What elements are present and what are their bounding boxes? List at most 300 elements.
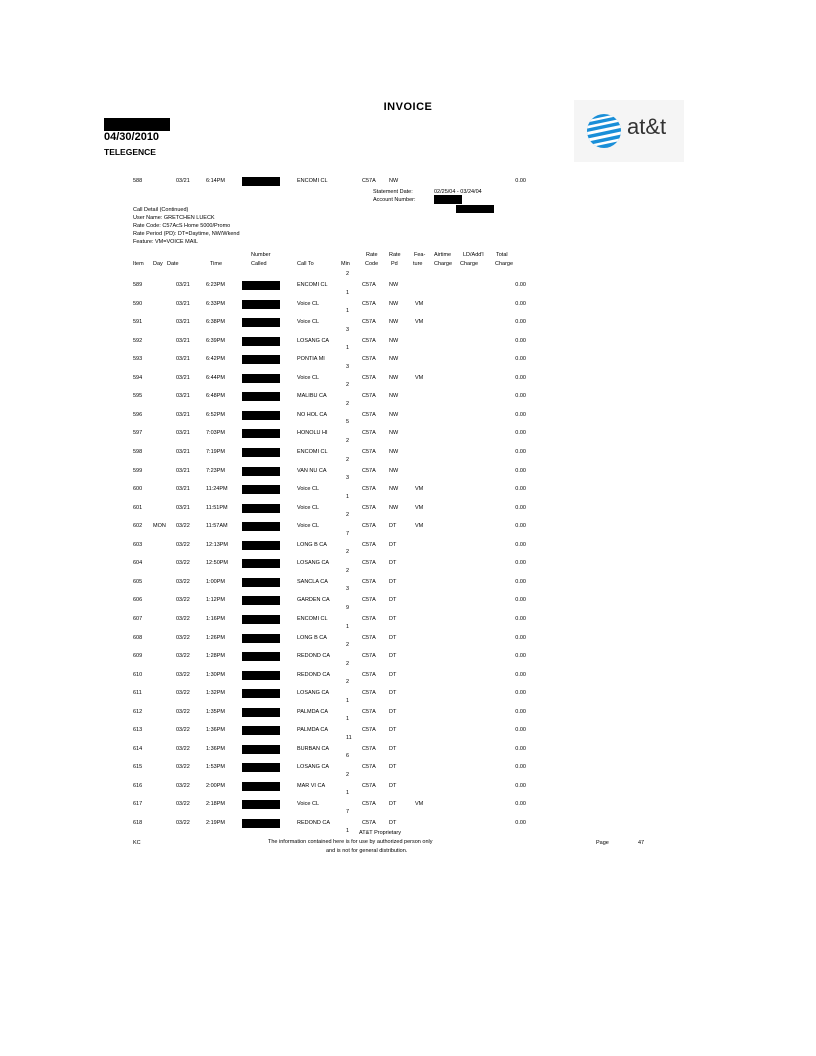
total-charge: 0.00 [515, 411, 526, 418]
col-time: Time [210, 261, 223, 267]
call-minutes: 2 [346, 679, 350, 686]
call-to: LOSANG CA [297, 764, 330, 771]
total-charge: 0.00 [515, 745, 526, 752]
call-to: LOSANG CA [297, 690, 330, 697]
redacted-number [242, 745, 280, 754]
redacted-number [242, 411, 280, 420]
table-row [0, 672, 816, 679]
user-name-line: User Name: GRETCHEN LUECK [133, 215, 215, 221]
call-date: 03/22 [176, 764, 190, 771]
col-number-called-1: Number [251, 252, 271, 258]
rate-period: DT [389, 541, 397, 548]
item-number: 606 [133, 597, 143, 604]
rate-period: NW [389, 374, 399, 381]
col-feature-2: ture [413, 261, 423, 267]
item-number: 591 [133, 319, 143, 326]
call-date: 03/21 [176, 178, 190, 184]
call-to: LOSANG CA [297, 337, 330, 344]
call-time: 1:53PM [206, 764, 225, 771]
rate-code: C57A [362, 727, 376, 734]
rate-period: NW [389, 467, 399, 474]
item-number: 599 [133, 467, 143, 474]
rate-period: DT [389, 560, 397, 567]
item-number: 618 [133, 820, 143, 826]
call-to: Voice CL [297, 300, 320, 307]
call-time: 1:12PM [206, 597, 225, 604]
call-time: 7:03PM [206, 430, 225, 437]
redacted-number [242, 467, 280, 476]
call-minutes: 1 [346, 697, 350, 704]
table-row [0, 690, 816, 697]
call-minutes: 3 [346, 475, 350, 482]
call-to: Voice CL [297, 523, 320, 530]
call-to: LONG B CA [297, 634, 327, 641]
call-date: 03/22 [176, 615, 190, 622]
total-charge: 0.00 [515, 578, 526, 585]
rate-period: NW [389, 178, 399, 184]
item-number: 608 [133, 634, 143, 641]
table-row [0, 178, 816, 185]
redacted-number [242, 374, 280, 383]
col-day: Day [153, 261, 163, 267]
table-row [0, 783, 816, 790]
redacted-number [242, 559, 280, 568]
rate-code: C57A [362, 300, 376, 307]
footer-notice-2: and is not for general distribution. [326, 848, 408, 854]
statement-date-range: 02/25/04 - 03/24/04 [434, 189, 482, 195]
rate-period: NW [389, 449, 399, 455]
col-ldadd-1: LD/Add'l [463, 252, 484, 258]
rate-code: C57A [362, 430, 376, 437]
col-rate-pd-2: Pd [391, 261, 398, 267]
feature: VM [415, 374, 424, 381]
call-time: 1:30PM [206, 671, 225, 678]
col-call-to: Call To [297, 261, 314, 267]
col-rate-code-1: Rate [366, 252, 378, 258]
rate-code: C57A [362, 504, 376, 511]
call-to: MAR VI CA [297, 782, 326, 789]
total-charge: 0.00 [515, 634, 526, 641]
call-date: 03/22 [176, 634, 190, 641]
call-to: LONG B CA [297, 541, 327, 548]
call-to: Voice CL [297, 319, 320, 326]
call-minutes: 2 [346, 642, 350, 648]
total-charge: 0.00 [515, 467, 526, 474]
logo-wordmark: at&t [627, 114, 667, 139]
rate-code: C57A [362, 449, 376, 455]
rate-code: C57A [362, 615, 376, 622]
call-date: 03/21 [176, 337, 190, 344]
total-charge: 0.00 [515, 393, 526, 400]
call-time: 6:38PM [206, 319, 225, 326]
call-minutes: 2 [346, 271, 350, 277]
call-date: 03/22 [176, 801, 190, 808]
call-time: 6:14PM [206, 178, 225, 184]
call-minutes: 3 [346, 586, 350, 593]
call-time: 1:36PM [206, 745, 225, 752]
call-minutes: 9 [346, 604, 350, 611]
call-to: REDOND CA [297, 653, 331, 659]
table-row [0, 597, 816, 604]
item-number: 589 [133, 282, 143, 288]
total-charge: 0.00 [515, 597, 526, 604]
table-row [0, 746, 816, 753]
call-to: Voice CL [297, 374, 320, 381]
item-number: 607 [133, 615, 143, 622]
call-date: 03/22 [176, 727, 190, 734]
total-charge: 0.00 [515, 504, 526, 511]
rate-code: C57A [362, 356, 376, 363]
table-row [0, 449, 816, 456]
table-row [0, 709, 816, 716]
rate-period: DT [389, 634, 397, 641]
redacted-number [242, 615, 280, 624]
item-number: 596 [133, 411, 143, 418]
col-airtime-2: Charge [434, 261, 453, 267]
rate-period: DT [389, 597, 397, 604]
call-to: ENCOMI CL [297, 282, 328, 288]
rate-code: C57A [362, 578, 376, 585]
rate-period: DT [389, 653, 397, 659]
call-date: 03/21 [176, 467, 190, 474]
table-row [0, 412, 816, 419]
footer-initials: KC [133, 840, 141, 846]
item-number: 605 [133, 578, 143, 585]
col-airtime-1: Airtime [434, 252, 452, 258]
call-date: 03/22 [176, 541, 190, 548]
redacted-block [104, 118, 170, 131]
redacted-number [242, 763, 280, 772]
rate-code: C57A [362, 411, 376, 418]
call-time: 1:16PM [206, 615, 225, 622]
rate-period-line: Rate Period (PD): DT=Daytime, NW/Wkend [133, 231, 240, 237]
rate-code: C57A [362, 560, 376, 567]
call-to: GARDEN CA [297, 597, 330, 604]
call-time: 1:26PM [206, 634, 225, 641]
redacted-number [242, 726, 280, 735]
call-time: 6:39PM [206, 337, 225, 344]
call-to: NO HOL CA [297, 411, 328, 418]
feature: VM [415, 319, 424, 326]
rate-code: C57A [362, 634, 376, 641]
call-minutes: 7 [346, 530, 350, 537]
col-min: Min [341, 261, 350, 267]
total-charge: 0.00 [515, 300, 526, 307]
redacted-number [242, 819, 280, 828]
call-date: 03/22 [176, 671, 190, 678]
col-total-2: Charge [495, 261, 514, 267]
redacted-number [242, 541, 280, 550]
total-charge: 0.00 [515, 356, 526, 363]
call-date: 03/21 [176, 393, 190, 400]
rate-period: DT [389, 690, 397, 697]
rate-code: C57A [362, 690, 376, 697]
table-row [0, 579, 816, 586]
call-date: 03/22 [176, 820, 190, 826]
call-to: LOSANG CA [297, 560, 330, 567]
call-to: Voice CL [297, 504, 320, 511]
call-time: 12:13PM [206, 541, 229, 548]
col-total-1: Total [496, 252, 508, 258]
rate-period: NW [389, 319, 399, 326]
total-charge: 0.00 [515, 820, 526, 826]
col-rate-pd-1: Rate [389, 252, 401, 258]
call-minutes: 5 [346, 419, 350, 426]
table-row [0, 338, 816, 345]
call-minutes: 1 [346, 308, 350, 315]
item-number: 595 [133, 393, 143, 400]
call-minutes: 6 [346, 753, 350, 760]
total-charge: 0.00 [515, 374, 526, 381]
page-title: INVOICE [383, 101, 433, 113]
total-charge: 0.00 [515, 764, 526, 771]
footer-notice-1: The information contained here is for use by authorized person only [268, 839, 433, 845]
redacted-number [242, 782, 280, 791]
call-minutes: 2 [346, 456, 350, 463]
call-time: 2:18PM [206, 801, 225, 808]
call-to: HONOLU HI [297, 430, 328, 437]
call-time: 12:50PM [206, 560, 229, 567]
rate-code: C57A [362, 782, 376, 789]
table-row [0, 616, 816, 623]
table-row [0, 319, 816, 326]
rate-code: C57A [362, 337, 376, 344]
item-number: 604 [133, 560, 143, 567]
redacted-number [242, 355, 280, 364]
call-time: 1:32PM [206, 690, 225, 697]
call-minutes: 2 [346, 567, 350, 574]
call-minutes: 1 [346, 289, 350, 296]
call-to: MALIBU CA [297, 393, 327, 400]
redacted-number [242, 689, 280, 698]
col-date: Date [167, 261, 179, 267]
total-charge: 0.00 [515, 541, 526, 548]
invoice-date: 04/30/2010 [104, 131, 160, 143]
total-charge: 0.00 [515, 337, 526, 344]
rate-period: NW [389, 393, 399, 400]
item-number: 617 [133, 801, 143, 808]
call-time: 2:00PM [206, 782, 225, 789]
redacted-number [242, 485, 280, 494]
redacted-number [242, 300, 280, 309]
call-time: 1:00PM [206, 578, 225, 585]
call-to: Voice CL [297, 801, 320, 808]
call-time: 1:36PM [206, 727, 225, 734]
col-feature-1: Fea- [414, 252, 426, 258]
redacted-number [242, 429, 280, 438]
rate-code: C57A [362, 745, 376, 752]
rate-code: C57A [362, 282, 376, 288]
call-time: 6:33PM [206, 300, 225, 307]
rate-code-line: Rate Code: C57AcS Home 5000/Promo [133, 223, 231, 229]
att-globe-icon [586, 113, 622, 149]
redacted-number [242, 522, 280, 531]
rate-period: NW [389, 282, 399, 288]
feature: VM [415, 504, 424, 511]
call-to: REDOND CA [297, 671, 331, 678]
table-row [0, 356, 816, 363]
feature: VM [415, 300, 424, 307]
call-date: 03/22 [176, 597, 190, 604]
item-number: 612 [133, 708, 143, 715]
redacted-number [242, 337, 280, 346]
call-minutes: 2 [346, 438, 350, 444]
table-row [0, 282, 816, 289]
redacted-number [242, 800, 280, 809]
call-minutes: 7 [346, 809, 350, 815]
rate-period: DT [389, 745, 397, 752]
call-time: 1:35PM [206, 708, 225, 715]
item-number: 611 [133, 690, 142, 697]
total-charge: 0.00 [515, 319, 526, 326]
call-date: 03/21 [176, 300, 190, 307]
table-row [0, 375, 816, 382]
rate-period: NW [389, 300, 399, 307]
footer-page-label: Page [596, 840, 609, 846]
rate-period: NW [389, 504, 399, 511]
call-time: 11:24PM [206, 486, 228, 493]
total-charge: 0.00 [515, 690, 526, 697]
redacted-number [242, 318, 280, 327]
call-minutes: 1 [346, 716, 350, 723]
att-logo [574, 100, 684, 162]
redacted-number [242, 281, 280, 290]
call-minutes: 11 [346, 734, 352, 741]
call-to: VAN NU CA [297, 467, 327, 474]
item-number: 610 [133, 671, 143, 678]
table-row [0, 560, 816, 567]
call-date: 03/22 [176, 782, 190, 789]
call-date: 03/21 [176, 430, 190, 437]
call-date: 03/22 [176, 690, 190, 697]
redacted-account-2 [456, 205, 494, 213]
rate-code: C57A [362, 541, 376, 548]
statement-date-label: Statement Date: [373, 189, 413, 195]
rate-period: NW [389, 486, 399, 493]
rate-code: C57A [362, 178, 376, 184]
table-row [0, 727, 816, 734]
redacted-number [242, 177, 280, 186]
call-minutes: 1 [346, 345, 350, 352]
call-minutes: 3 [346, 326, 350, 333]
total-charge: 0.00 [515, 708, 526, 715]
rate-code: C57A [362, 801, 376, 808]
item-number: 603 [133, 541, 143, 548]
call-time: 6:23PM [206, 282, 225, 288]
footer-page-number: 47 [638, 840, 645, 846]
call-time: 6:42PM [206, 356, 225, 363]
total-charge: 0.00 [515, 727, 526, 734]
redacted-number [242, 504, 280, 513]
total-charge: 0.00 [515, 486, 526, 493]
call-time: 6:52PM [206, 411, 225, 418]
call-time: 7:23PM [206, 467, 225, 474]
call-date: 03/22 [176, 653, 190, 659]
redacted-account [434, 195, 462, 204]
company-name: TELEGENCE [104, 147, 156, 157]
table-row [0, 820, 816, 827]
table-row [0, 653, 816, 660]
table-row [0, 764, 816, 771]
rate-period: DT [389, 615, 397, 622]
call-time: 11:51PM [206, 504, 228, 511]
total-charge: 0.00 [515, 282, 526, 288]
item-number: 602 [133, 523, 143, 530]
call-minutes: 2 [346, 549, 350, 556]
item-number: 613 [133, 727, 143, 734]
call-minutes: 3 [346, 363, 350, 370]
account-number-label: Account Number: [373, 197, 416, 203]
total-charge: 0.00 [515, 615, 526, 622]
call-to: PALMDA CA [297, 708, 329, 715]
rate-code: C57A [362, 597, 376, 604]
call-minutes: 2 [346, 400, 350, 407]
rate-code: C57A [362, 467, 376, 474]
call-date: 03/21 [176, 411, 190, 418]
item-number: 593 [133, 356, 143, 363]
item-number: 601 [133, 504, 143, 511]
item-number: 588 [133, 178, 143, 184]
item-number: 616 [133, 782, 143, 789]
call-date: 03/22 [176, 523, 190, 530]
rate-period: DT [389, 782, 397, 789]
item-number: 590 [133, 300, 143, 307]
rate-period: DT [389, 764, 397, 771]
rate-code: C57A [362, 820, 376, 826]
total-charge: 0.00 [515, 523, 526, 530]
feature: VM [415, 801, 424, 808]
footer-proprietary: AT&T Proprietary [359, 830, 401, 836]
call-to: REDOND CA [297, 820, 331, 826]
rate-code: C57A [362, 319, 376, 326]
call-to: SANCLA CA [297, 578, 328, 585]
detail-line: Call Detail (Continued) [133, 207, 189, 213]
call-time: 2:19PM [206, 820, 225, 826]
rate-period: DT [389, 727, 397, 734]
call-minutes: 1 [346, 623, 350, 630]
call-time: 6:48PM [206, 393, 225, 400]
rate-code: C57A [362, 374, 376, 381]
rate-code: C57A [362, 764, 376, 771]
call-day: MON [153, 523, 166, 530]
table-row [0, 523, 816, 530]
call-minutes: 1 [346, 790, 350, 797]
call-date: 03/21 [176, 319, 190, 326]
table-row [0, 542, 816, 549]
call-minutes: 2 [346, 771, 350, 778]
rate-period: DT [389, 820, 397, 826]
rate-code: C57A [362, 708, 376, 715]
call-date: 03/22 [176, 578, 190, 585]
call-to: ENCOMI CL [297, 178, 328, 184]
call-time: 6:44PM [206, 374, 225, 381]
table-row [0, 801, 816, 808]
call-date: 03/21 [176, 449, 190, 455]
redacted-number [242, 392, 280, 401]
call-to: ENCOMI CL [297, 449, 328, 455]
item-number: 615 [133, 764, 143, 771]
call-date: 03/22 [176, 708, 190, 715]
redacted-number [242, 578, 280, 587]
col-item: Item [133, 261, 144, 267]
item-number: 609 [133, 653, 143, 659]
table-row [0, 505, 816, 512]
rate-period: NW [389, 411, 399, 418]
item-number: 600 [133, 486, 143, 493]
item-number: 592 [133, 337, 143, 344]
call-date: 03/22 [176, 745, 190, 752]
call-date: 03/21 [176, 282, 190, 288]
